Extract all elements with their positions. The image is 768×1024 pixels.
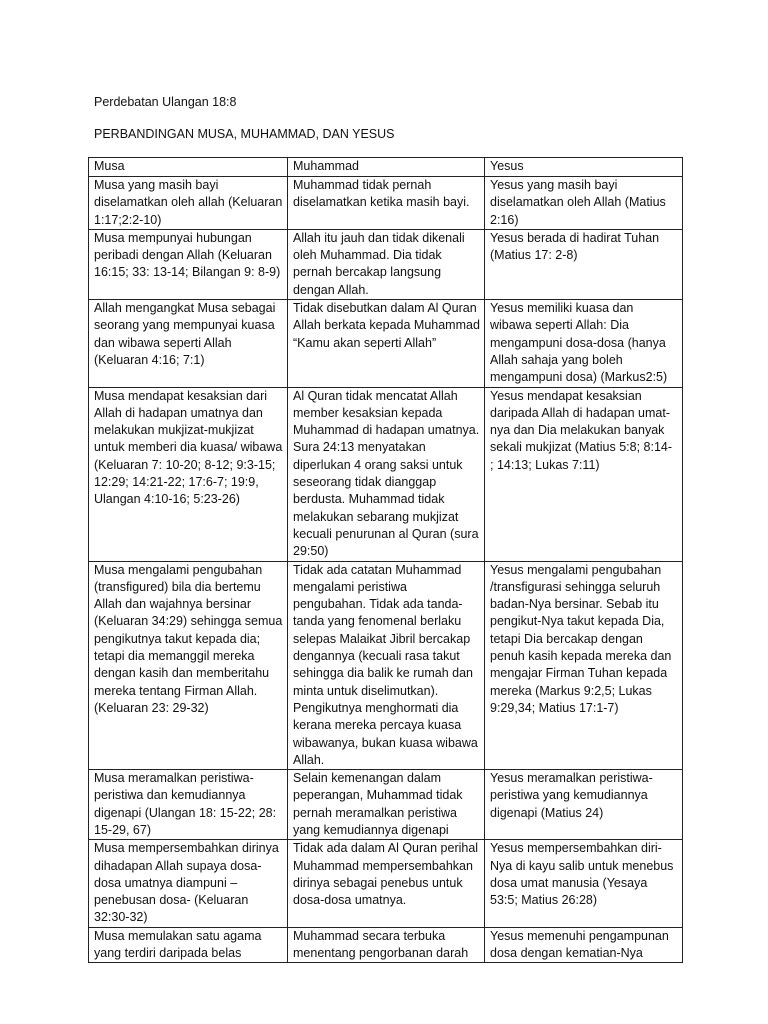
- cell-yesus: Yesus meramalkan peristiwa-peristiwa yang kemudiannya digenapi (Matius 24): [485, 770, 683, 840]
- column-header-muhammad: Muhammad: [288, 158, 485, 177]
- table-row: [89, 927, 683, 963]
- cell-yesus: Yesus mempersembahkan diri-Nya di kayu salib untuk menebus dosa umat manusia (Yesaya 53:5; Matius 26:28): [485, 840, 683, 927]
- cell-muhammad: Al Quran tidak mencatat Allah member kesaksian kepada Muhammad di hadapan umatnya. Sura 24:13 menyatakan diperlukan 4 orang saksi untuk seseorang tidak dianggap berdusta. Muhammad tidak melakukan sebarang mukjizat kecuali penurunan al Quran (sura 29:50): [288, 387, 485, 561]
- cell-muhammad: Allah itu jauh dan tidak dikenali oleh Muhammad. Dia tidak pernah bercakap langsung dengan Allah.: [288, 229, 485, 299]
- table-row: [89, 387, 683, 561]
- cell-musa: Musa mempunyai hubungan peribadi dengan Allah (Keluaran 16:15; 33: 13-14; Bilangan 9: 8-9): [89, 229, 288, 299]
- table-row: [89, 229, 683, 299]
- cell-yesus: Yesus memiliki kuasa dan wibawa seperti Allah: Dia mengampuni dosa-dosa (hanya Allah sahaja yang boleh mengampuni dosa) (Markus2:5): [485, 300, 683, 387]
- cell-yesus: Yesus memenuhi pengampunan dosa dengan kematian-Nya: [485, 927, 683, 963]
- table-row: [89, 300, 683, 387]
- cell-muhammad: Selain kemenangan dalam peperangan, Muhammad tidak pernah meramalkan peristiwa yang kemudiannya digenapi: [288, 770, 485, 840]
- cell-muhammad: Muhammad secara terbuka menentang pengorbanan darah: [288, 927, 485, 963]
- cell-yesus: Yesus mendapat kesaksian daripada Allah di hadapan umat-nya dan Dia melakukan banyak sekali mukjizat (Matius 5:8; 8:14- ; 14:13; Lukas 7:11): [485, 387, 683, 561]
- cell-musa: Musa meramalkan peristiwa-peristiwa dan kemudiannya digenapi (Ulangan 18: 15-22; 28: 15-29, 67): [89, 770, 288, 840]
- cell-yesus: Yesus mengalami pengubahan /transfigurasi sehingga seluruh badan-Nya bersinar. Sebab itu pengikut-Nya takut kepada Dia, tetapi Dia bercakap dengan penuh kasih kepada mereka dan mengajar Firman Tuhan kepada mereka (Markus 9:2,5; Lukas 9:29,34; Matius 17:1-7): [485, 561, 683, 770]
- table-row: [89, 840, 683, 927]
- cell-yesus: Yesus yang masih bayi diselamatkan oleh Allah (Matius 2:16): [485, 177, 683, 230]
- document-subtitle: PERBANDINGAN MUSA, MUHAMMAD, DAN YESUS: [94, 127, 395, 141]
- cell-musa: Musa yang masih bayi diselamatkan oleh allah (Keluaran 1:17;2:2-10): [89, 177, 288, 230]
- table-row: [89, 177, 683, 230]
- comparison-table: [88, 157, 683, 963]
- cell-musa: Musa mendapat kesaksian dari Allah di hadapan umatnya dan melakukan mukjizat-mukjizat untuk memberi dia kuasa/ wibawa (Keluaran 7: 10-20; 8-12; 9:3-15; 12:29; 14:21-22; 17:6-7; 19:9, Ulangan 4:10-16; 5:23-26): [89, 387, 288, 561]
- table-header-row: [89, 158, 683, 177]
- column-header-yesus: Yesus: [485, 158, 683, 177]
- cell-muhammad: Tidak disebutkan dalam Al Quran Allah berkata kepada Muhammad “Kamu akan seperti Allah”: [288, 300, 485, 387]
- cell-muhammad: Tidak ada dalam Al Quran perihal Muhammad mempersembahkan dirinya sebagai penebus untuk dosa-dosa umatnya.: [288, 840, 485, 927]
- document-title: Perdebatan Ulangan 18:8: [94, 95, 237, 109]
- cell-musa: Musa mempersembahkan dirinya dihadapan Allah supaya dosa-dosa umatnya diampuni – penebusan dosa- (Keluaran 32:30-32): [89, 840, 288, 927]
- cell-muhammad: Muhammad tidak pernah diselamatkan ketika masih bayi.: [288, 177, 485, 230]
- column-header-musa: Musa: [89, 158, 288, 177]
- table-row: [89, 770, 683, 840]
- cell-musa: Allah mengangkat Musa sebagai seorang yang mempunyai kuasa dan wibawa seperti Allah (Keluaran 4:16; 7:1): [89, 300, 288, 387]
- cell-musa: Musa mengalami pengubahan (transfigured) bila dia bertemu Allah dan wajahnya bersinar (Keluaran 34:29) sehingga semua pengikutnya takut kepada dia; tetapi dia memanggil mereka dengan kasih dan memberitahu mereka tentang Firman Allah. (Keluaran 23: 29-32): [89, 561, 288, 770]
- table-row: [89, 561, 683, 770]
- cell-yesus: Yesus berada di hadirat Tuhan (Matius 17: 2-8): [485, 229, 683, 299]
- cell-muhammad: Tidak ada catatan Muhammad mengalami peristiwa pengubahan. Tidak ada tanda-tanda yang fenomenal berlaku selepas Malaikat Jibril bercakap dengannya (kecuali rasa takut sehingga dia balik ke rumah dan minta untuk diselimutkan). Pengikutnya menghormati dia kerana mereka percaya kuasa wibawanya, bukan kuasa wibawa Allah.: [288, 561, 485, 770]
- cell-musa: Musa memulakan satu agama yang terdiri daripada belas: [89, 927, 288, 963]
